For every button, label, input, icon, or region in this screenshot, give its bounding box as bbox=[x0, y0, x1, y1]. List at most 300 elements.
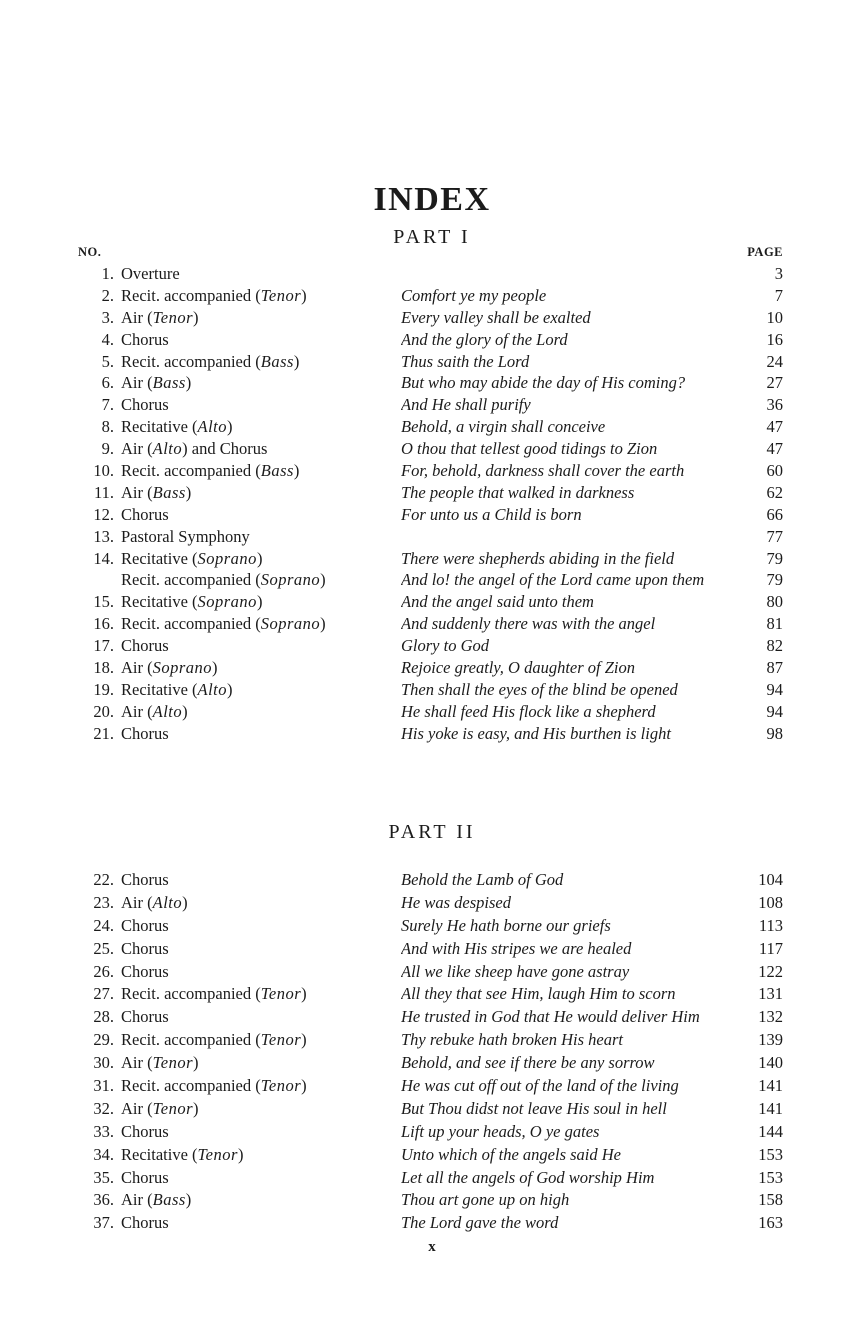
entry-description bbox=[114, 657, 401, 679]
entry-description-text: Recit. accompanied bbox=[121, 614, 256, 634]
entry-page: 132 bbox=[758, 1007, 783, 1027]
entry-title: All they that see Him, laugh Him to scorn bbox=[401, 984, 676, 1004]
close-paren: ) bbox=[193, 307, 199, 327]
entry-description bbox=[114, 723, 401, 745]
entry-voice: Soprano bbox=[260, 570, 321, 590]
index-entry bbox=[78, 613, 783, 635]
index-entry bbox=[78, 351, 783, 373]
entry-description bbox=[114, 329, 401, 351]
index-entry bbox=[78, 307, 783, 329]
entry-title: There were shepherds abiding in the field bbox=[401, 548, 675, 568]
open-paren: ( bbox=[147, 1098, 153, 1118]
entry-page: 108 bbox=[758, 892, 783, 912]
entry-voice: Alto bbox=[152, 439, 183, 459]
entry-number: 18. bbox=[93, 658, 114, 678]
entry-page: 153 bbox=[758, 1144, 783, 1164]
entry-description-text: Air bbox=[121, 439, 148, 459]
entry-title: Comfort ye my people bbox=[401, 285, 547, 305]
entry-number: 2. bbox=[101, 285, 114, 305]
entry-description bbox=[114, 915, 401, 938]
entry-page: 104 bbox=[758, 870, 783, 889]
entry-number: 20. bbox=[93, 701, 114, 721]
entry-number: 12. bbox=[93, 504, 114, 524]
entry-description bbox=[114, 1189, 401, 1212]
index-entry bbox=[78, 504, 783, 526]
entry-description-text: Air bbox=[121, 658, 148, 678]
index-entry bbox=[78, 394, 783, 416]
index-entry bbox=[78, 569, 783, 591]
close-paren: ) bbox=[193, 1098, 199, 1118]
index-entry bbox=[78, 1075, 783, 1098]
entry-description bbox=[114, 285, 401, 307]
entry-description-text: Overture bbox=[121, 264, 180, 283]
open-paren: ( bbox=[255, 285, 261, 305]
close-paren: ) bbox=[301, 285, 307, 305]
entry-title: And He shall purify bbox=[401, 395, 531, 415]
entry-title: All we like sheep have gone astray bbox=[401, 961, 630, 981]
entry-description-text: Pastoral Symphony bbox=[121, 526, 250, 546]
entry-title: The Lord gave the word bbox=[401, 1213, 559, 1233]
entry-title: O thou that tellest good tidings to Zion bbox=[401, 439, 658, 459]
entry-description bbox=[114, 1006, 401, 1029]
entry-voice: Bass bbox=[152, 373, 186, 393]
entry-voice: Bass bbox=[260, 351, 294, 371]
index-entry bbox=[78, 1189, 783, 1212]
entry-title: And suddenly there was with the angel bbox=[401, 614, 656, 634]
entry-voice: Tenor bbox=[260, 1030, 302, 1050]
open-paren: ( bbox=[255, 1030, 261, 1050]
entry-description bbox=[114, 1075, 401, 1098]
entry-title: Then shall the eyes of the blind be opened bbox=[401, 679, 678, 699]
index-entry bbox=[78, 915, 783, 938]
entry-description-text: Chorus bbox=[121, 723, 169, 743]
entry-description bbox=[114, 1212, 401, 1235]
index-entry bbox=[78, 723, 783, 745]
part2-heading: PART II bbox=[388, 821, 476, 843]
entry-number: 30. bbox=[93, 1053, 114, 1073]
entry-voice: Alto bbox=[197, 679, 228, 699]
entry-number: 6. bbox=[101, 373, 114, 393]
entry-description-text: Air bbox=[121, 373, 148, 393]
entry-title: The people that walked in darkness bbox=[401, 482, 635, 502]
entry-description-text: Recit. accompanied bbox=[121, 461, 256, 481]
open-paren: ( bbox=[255, 1076, 261, 1096]
entry-description bbox=[114, 307, 401, 329]
close-paren: ) bbox=[193, 1053, 199, 1073]
entry-number: 23. bbox=[93, 892, 114, 912]
entry-page: 47 bbox=[766, 439, 783, 459]
page-title: INDEX bbox=[373, 181, 491, 218]
close-paren: ) bbox=[293, 461, 300, 481]
entry-page: 77 bbox=[766, 526, 783, 546]
entry-description-text: Chorus bbox=[121, 961, 169, 981]
entry-description bbox=[114, 1121, 401, 1144]
index-entry bbox=[78, 1144, 783, 1167]
entry-title: And the angel said unto them bbox=[401, 592, 594, 612]
close-paren: ) bbox=[182, 701, 188, 721]
close-paren: ) bbox=[182, 892, 188, 912]
open-paren: ( bbox=[147, 658, 153, 678]
open-paren: ( bbox=[255, 984, 261, 1004]
entry-description-text: Air bbox=[121, 701, 148, 721]
entry-description bbox=[114, 351, 401, 373]
close-paren: ) bbox=[320, 614, 326, 634]
index-entry bbox=[78, 482, 783, 504]
index-entry bbox=[78, 416, 783, 438]
entry-description-text: Air bbox=[121, 892, 148, 912]
entry-description bbox=[114, 635, 401, 657]
entry-page: 87 bbox=[766, 658, 783, 678]
entry-number: 13. bbox=[93, 526, 114, 546]
entry-number: 11. bbox=[93, 482, 114, 502]
entry-description bbox=[114, 613, 401, 635]
entry-page: 122 bbox=[758, 961, 783, 981]
entry-page: 144 bbox=[758, 1121, 783, 1141]
entry-description bbox=[114, 892, 401, 915]
entry-voice: Tenor bbox=[152, 1053, 194, 1073]
close-paren: ) bbox=[301, 984, 307, 1004]
entry-number: 37. bbox=[93, 1213, 114, 1233]
entry-voice: Alto bbox=[152, 892, 183, 912]
entry-description-text: Recit. accompanied bbox=[121, 351, 256, 371]
entry-description-text: Recit. accompanied bbox=[121, 570, 256, 590]
index-entry bbox=[78, 983, 783, 1006]
entry-title: Behold the Lamb of God bbox=[401, 870, 564, 889]
entry-number: 4. bbox=[101, 329, 114, 349]
entry-description bbox=[114, 460, 401, 482]
index-entry bbox=[78, 938, 783, 961]
entry-number: 14. bbox=[93, 548, 114, 568]
entry-page: 62 bbox=[766, 482, 783, 502]
entry-number: 22. bbox=[93, 870, 114, 889]
entry-number: 36. bbox=[93, 1190, 114, 1210]
entry-number: 19. bbox=[93, 679, 114, 699]
entry-voice: Bass bbox=[152, 1190, 186, 1210]
entry-title: Behold, a virgin shall conceive bbox=[401, 417, 606, 437]
entry-description bbox=[114, 1098, 401, 1121]
entry-description bbox=[114, 569, 401, 591]
entry-description-text: Chorus bbox=[121, 1167, 169, 1187]
entry-number: 27. bbox=[93, 984, 114, 1004]
entry-title: Lift up your heads, O ye gates bbox=[401, 1121, 600, 1141]
close-paren: ) bbox=[301, 1030, 307, 1050]
entry-page: 24 bbox=[766, 351, 783, 371]
entry-page: 47 bbox=[766, 417, 783, 437]
entry-number: 16. bbox=[93, 614, 114, 634]
open-paren: ( bbox=[147, 373, 153, 393]
entry-number: 31. bbox=[93, 1076, 114, 1096]
entry-description bbox=[114, 961, 401, 984]
entry-number: 29. bbox=[93, 1030, 114, 1050]
entry-page: 94 bbox=[766, 701, 783, 721]
entry-number: 10. bbox=[93, 461, 114, 481]
entry-description-text: Recit. accompanied bbox=[121, 984, 256, 1004]
entry-description-text: Chorus bbox=[121, 915, 169, 935]
close-paren: ) bbox=[182, 439, 188, 459]
entry-title: Surely He hath borne our griefs bbox=[401, 915, 611, 935]
entry-description bbox=[114, 504, 401, 526]
entry-number: 1. bbox=[101, 264, 114, 283]
entry-title: He was despised bbox=[401, 892, 511, 912]
entry-title: But who may abide the day of His coming? bbox=[401, 373, 686, 393]
open-paren: ( bbox=[147, 1053, 153, 1073]
entry-voice: Tenor bbox=[260, 984, 302, 1004]
entry-description bbox=[114, 679, 401, 701]
index-entry bbox=[78, 526, 783, 548]
open-paren: ( bbox=[255, 351, 261, 371]
close-paren: ) bbox=[185, 1190, 192, 1210]
entry-description-text: Air bbox=[121, 1098, 148, 1118]
entry-page: 16 bbox=[766, 329, 783, 349]
entry-title: Behold, and see if there be any sorrow bbox=[401, 1053, 655, 1073]
page-number: x bbox=[428, 1239, 436, 1255]
entry-title: Let all the angels of God worship Him bbox=[401, 1167, 655, 1187]
entry-voice: Bass bbox=[152, 482, 186, 502]
entry-description bbox=[114, 394, 401, 416]
entry-voice: Tenor bbox=[197, 1144, 238, 1164]
close-paren: ) bbox=[227, 679, 233, 699]
entry-description-text: Recit. accompanied bbox=[121, 285, 256, 305]
entry-title: Glory to God bbox=[401, 636, 489, 656]
entry-description-text: Chorus bbox=[121, 395, 169, 415]
index-entry bbox=[78, 1006, 783, 1029]
entry-title: For, behold, darkness shall cover the earth bbox=[401, 461, 685, 481]
entry-description-suffix: and Chorus bbox=[187, 439, 268, 459]
entry-page: 80 bbox=[766, 592, 783, 612]
entry-page: 163 bbox=[758, 1213, 783, 1233]
open-paren: ( bbox=[255, 570, 261, 590]
entry-number: 17. bbox=[93, 636, 114, 656]
entry-title: Every valley shall be exalted bbox=[401, 307, 591, 327]
index-entry bbox=[78, 1121, 783, 1144]
entry-page: 98 bbox=[766, 723, 783, 743]
index-entry bbox=[78, 285, 783, 307]
entry-title: And with His stripes we are healed bbox=[401, 938, 632, 958]
entry-description-text: Recitative bbox=[121, 548, 193, 568]
index-entry bbox=[78, 438, 783, 460]
entry-page: 139 bbox=[758, 1030, 783, 1050]
entry-description bbox=[114, 438, 401, 460]
open-paren: ( bbox=[147, 439, 153, 459]
entry-voice: Soprano bbox=[197, 592, 257, 612]
entry-description bbox=[114, 1144, 401, 1167]
entry-title: Unto which of the angels said He bbox=[401, 1144, 621, 1164]
entry-page: 36 bbox=[766, 395, 783, 415]
entry-title: He trusted in God that He would deliver Him bbox=[401, 1007, 700, 1027]
entry-description-text: Recitative bbox=[121, 417, 193, 437]
close-paren: ) bbox=[320, 570, 326, 590]
close-paren: ) bbox=[256, 548, 263, 568]
part2-entries bbox=[78, 869, 783, 1235]
index-entry bbox=[78, 635, 783, 657]
close-paren: ) bbox=[185, 373, 192, 393]
entry-voice: Alto bbox=[152, 701, 183, 721]
open-paren: ( bbox=[192, 1144, 198, 1164]
open-paren: ( bbox=[255, 461, 261, 481]
open-paren: ( bbox=[192, 417, 198, 437]
close-paren: ) bbox=[237, 1144, 244, 1164]
entry-page: 141 bbox=[758, 1076, 783, 1096]
entry-number: 33. bbox=[93, 1121, 114, 1141]
entry-description bbox=[114, 1052, 401, 1075]
entry-description-text: Chorus bbox=[121, 938, 169, 958]
entry-page: 81 bbox=[766, 614, 783, 634]
index-entry bbox=[78, 548, 783, 570]
index-entry bbox=[78, 591, 783, 613]
entry-page: 94 bbox=[766, 679, 783, 699]
close-paren: ) bbox=[227, 417, 233, 437]
index-entry bbox=[78, 1167, 783, 1190]
entry-description-text: Recitative bbox=[121, 679, 193, 699]
close-paren: ) bbox=[293, 351, 300, 371]
entry-voice: Tenor bbox=[260, 285, 302, 305]
open-paren: ( bbox=[192, 679, 198, 699]
index-entry bbox=[78, 701, 783, 723]
entry-description bbox=[114, 1029, 401, 1052]
entry-description-text: Recit. accompanied bbox=[121, 1030, 256, 1050]
open-paren: ( bbox=[147, 701, 153, 721]
entry-description-text: Chorus bbox=[121, 504, 169, 524]
index-entry bbox=[78, 892, 783, 915]
open-paren: ( bbox=[147, 307, 153, 327]
entry-page: 131 bbox=[758, 984, 783, 1004]
part1-heading: PART I bbox=[393, 226, 471, 248]
entry-page: 79 bbox=[766, 570, 783, 590]
entry-page: 27 bbox=[766, 373, 783, 393]
entry-title: And the glory of the Lord bbox=[401, 329, 568, 349]
entry-number: 35. bbox=[93, 1167, 114, 1187]
index-entry bbox=[78, 329, 783, 351]
entry-number: 28. bbox=[93, 1007, 114, 1027]
entry-page: 141 bbox=[758, 1098, 783, 1118]
entry-page: 153 bbox=[758, 1167, 783, 1187]
entry-title: For unto us a Child is born bbox=[401, 504, 582, 524]
entry-number: 26. bbox=[93, 961, 114, 981]
close-paren: ) bbox=[212, 658, 218, 678]
entry-voice: Soprano bbox=[197, 548, 257, 568]
index-entry bbox=[78, 869, 783, 892]
entry-page: 60 bbox=[766, 461, 783, 481]
entry-page: 10 bbox=[766, 307, 783, 327]
entry-description bbox=[114, 983, 401, 1006]
entry-page: 79 bbox=[766, 548, 783, 568]
entry-page: 3 bbox=[774, 264, 783, 283]
entry-description-text: Chorus bbox=[121, 1121, 169, 1141]
open-paren: ( bbox=[147, 482, 153, 502]
entry-description bbox=[114, 591, 401, 613]
entry-number: 15. bbox=[93, 592, 114, 612]
column-headers bbox=[78, 245, 783, 260]
entry-description bbox=[114, 1167, 401, 1190]
entry-title: And lo! the angel of the Lord came upon them bbox=[401, 570, 705, 590]
entry-description-text: Chorus bbox=[121, 329, 169, 349]
entry-number: 32. bbox=[93, 1098, 114, 1118]
entry-number: 9. bbox=[101, 439, 114, 459]
entry-page: 117 bbox=[758, 938, 783, 958]
entry-voice: Soprano bbox=[260, 614, 321, 634]
entry-description bbox=[114, 526, 401, 548]
index-entry bbox=[78, 657, 783, 679]
entry-voice: Alto bbox=[197, 417, 228, 437]
entry-title: Thou art gone up on high bbox=[401, 1190, 570, 1210]
open-paren: ( bbox=[255, 614, 261, 634]
open-paren: ( bbox=[192, 548, 198, 568]
entry-description bbox=[114, 482, 401, 504]
entry-page: 158 bbox=[758, 1190, 783, 1210]
entry-description bbox=[114, 548, 401, 570]
entry-description bbox=[114, 701, 401, 723]
entry-description bbox=[114, 263, 401, 285]
entry-number: 24. bbox=[93, 915, 114, 935]
col-no-label: NO. bbox=[78, 245, 102, 259]
open-paren: ( bbox=[147, 1190, 153, 1210]
entry-description-text: Chorus bbox=[121, 870, 169, 889]
entry-title: He was cut off out of the land of the living bbox=[401, 1076, 679, 1096]
entry-number: 3. bbox=[101, 307, 114, 327]
index-entry bbox=[78, 679, 783, 701]
entry-title: His yoke is easy, and His burthen is light bbox=[401, 723, 671, 743]
close-paren: ) bbox=[256, 592, 263, 612]
entry-voice: Bass bbox=[260, 461, 294, 481]
entry-page: 113 bbox=[758, 915, 783, 935]
entry-page: 140 bbox=[758, 1053, 783, 1073]
open-paren: ( bbox=[147, 892, 153, 912]
entry-description-text: Recitative bbox=[121, 592, 193, 612]
index-entry bbox=[78, 961, 783, 984]
entry-title: Thus saith the Lord bbox=[401, 351, 530, 371]
entry-description-text: Air bbox=[121, 307, 148, 327]
entry-voice: Tenor bbox=[152, 1098, 194, 1118]
close-paren: ) bbox=[301, 1076, 307, 1096]
entry-voice: Tenor bbox=[260, 1076, 302, 1096]
index-entry bbox=[78, 372, 783, 394]
entry-number: 7. bbox=[101, 395, 114, 415]
entry-title: Thy rebuke hath broken His heart bbox=[401, 1030, 623, 1050]
entry-number: 8. bbox=[101, 417, 114, 437]
entry-description-text: Chorus bbox=[121, 1007, 169, 1027]
index-entry bbox=[78, 1212, 783, 1235]
entry-number: 21. bbox=[93, 723, 114, 743]
entry-page: 7 bbox=[774, 285, 783, 305]
index-entry bbox=[78, 460, 783, 482]
entry-description-text: Air bbox=[121, 482, 148, 502]
entry-voice: Tenor bbox=[152, 307, 194, 327]
col-page-label: PAGE bbox=[747, 245, 783, 259]
entry-title: He shall feed His flock like a shepherd bbox=[401, 701, 656, 721]
entry-description bbox=[114, 416, 401, 438]
close-paren: ) bbox=[185, 482, 192, 502]
entry-number: 5. bbox=[101, 351, 114, 371]
index-entry bbox=[78, 1029, 783, 1052]
index-entry bbox=[78, 1052, 783, 1075]
part1-entries bbox=[78, 263, 783, 745]
entry-number: 34. bbox=[93, 1144, 114, 1164]
entry-description bbox=[114, 372, 401, 394]
entry-title: Rejoice greatly, O daughter of Zion bbox=[401, 658, 636, 678]
entry-page: 66 bbox=[766, 504, 783, 524]
entry-description-text: Recitative bbox=[121, 1144, 193, 1164]
entry-voice: Soprano bbox=[152, 658, 213, 678]
entry-description bbox=[114, 869, 401, 892]
entry-description-text: Air bbox=[121, 1053, 148, 1073]
entry-description-text: Chorus bbox=[121, 1213, 169, 1233]
index-entry bbox=[78, 1098, 783, 1121]
entry-page: 82 bbox=[766, 636, 783, 656]
entry-description-text: Recit. accompanied bbox=[121, 1076, 256, 1096]
open-paren: ( bbox=[192, 592, 198, 612]
entry-description-text: Air bbox=[121, 1190, 148, 1210]
entry-description bbox=[114, 938, 401, 961]
